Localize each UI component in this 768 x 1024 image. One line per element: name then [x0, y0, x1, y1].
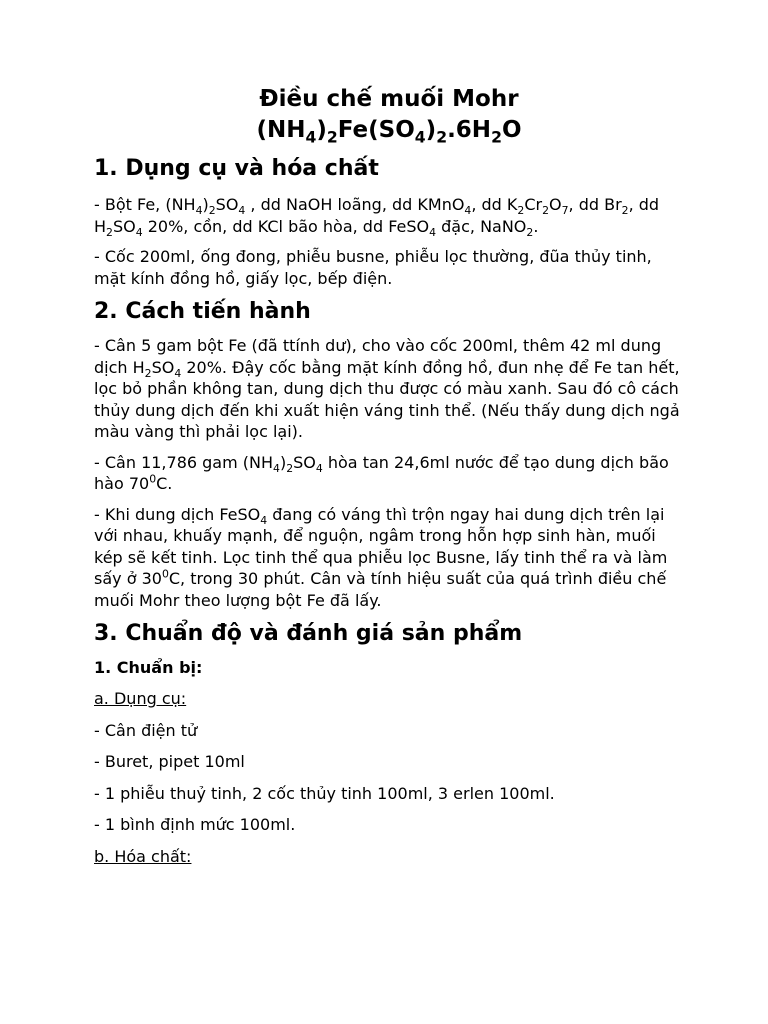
list-item: - 1 bình định mức 100ml.: [94, 815, 296, 834]
list-item: - Buret, pipet 10ml: [94, 752, 245, 771]
list-item: - 1 phiễu thuỷ tinh, 2 cốc thủy tinh 100ml, 3 erlen 100ml.: [94, 783, 555, 803]
section-heading-1: 1. Dụng cụ và hóa chất: [94, 156, 379, 181]
subheading-preparation: 1. Chuẩn bị:: [94, 658, 203, 677]
paragraph-procedure-1: - Cân 5 gam bột Fe (đã ttính dư), cho vào cốc 200ml, thêm 42 ml dung dịch $H_2SO_4$ 20%. Đậy cốc bằng mặt kính đồng hồ, đun nhẹ để Fe tan hết, lọc bỏ phần không tan, dung dịch thu được có màu xanh. Sau đó cô cách thủy dung dịch đến khi xuất hiện váng tinh thể. (Nếu thấy dung dịch ngả màu vàng thì phải lọc lại).: [94, 336, 680, 441]
paragraph-equipment: - Cốc 200ml, ống đong, phiễu busne, phiễu lọc thường, đũa thủy tinh, mặt kính đồng hồ, giấy lọc, bếp điện.: [94, 247, 652, 288]
title-line-1: Điều chế muối Mohr: [259, 86, 519, 112]
paragraph-procedure-2: - Cân 11,786 gam $(NH_4)_2SO_4$ hòa tan 24,6ml nước để tạo dung dịch bão hào $70^0C$.: [94, 452, 669, 493]
paragraph-chemicals: - Bột Fe, $(NH_4)_2SO_4$ , dd NaOH loãng, dd KMnO$_4$, dd $K_2Cr_2O_7$, dd $Br_2$, dd $H_2SO_4$ 20%, cồn, dd KCl bão hòa, dd FeSO$_4$ đặc, NaNO$_2$.: [94, 195, 660, 239]
section-heading-3: 3. Chuẩn độ và đánh giá sản phẩm: [94, 621, 523, 646]
title-formula: $(NH_4)_2Fe(SO_4)_2.6H_2O$: [256, 117, 522, 147]
group-label-equipment: a. Dụng cụ:: [94, 689, 187, 708]
group-label-chemicals: b. Hóa chất:: [94, 846, 192, 866]
paragraph-procedure-3: - Khi dung dịch FeSO$_4$ đang có váng thì trộn ngay hai dung dịch trên lại với nhau, khuấy mạnh, để nguộn, ngâm trong hỗn hợp sinh hàn, muối kép sẽ kết tinh. Lọc tinh thể qua phiễu lọc Busne, lấy tinh thể ra và làm sấy ở $30^0C$, trong 30 phút. Cân và tính hiệu suất của quá trình điều chế muối Mohr theo lượng bột Fe đã lấy.: [94, 504, 668, 610]
section-heading-2: 2. Cách tiến hành: [94, 299, 311, 324]
document-title: [94, 84, 684, 146]
list-item: - Cân điện tử: [94, 720, 198, 740]
document-page: [94, 84, 684, 867]
